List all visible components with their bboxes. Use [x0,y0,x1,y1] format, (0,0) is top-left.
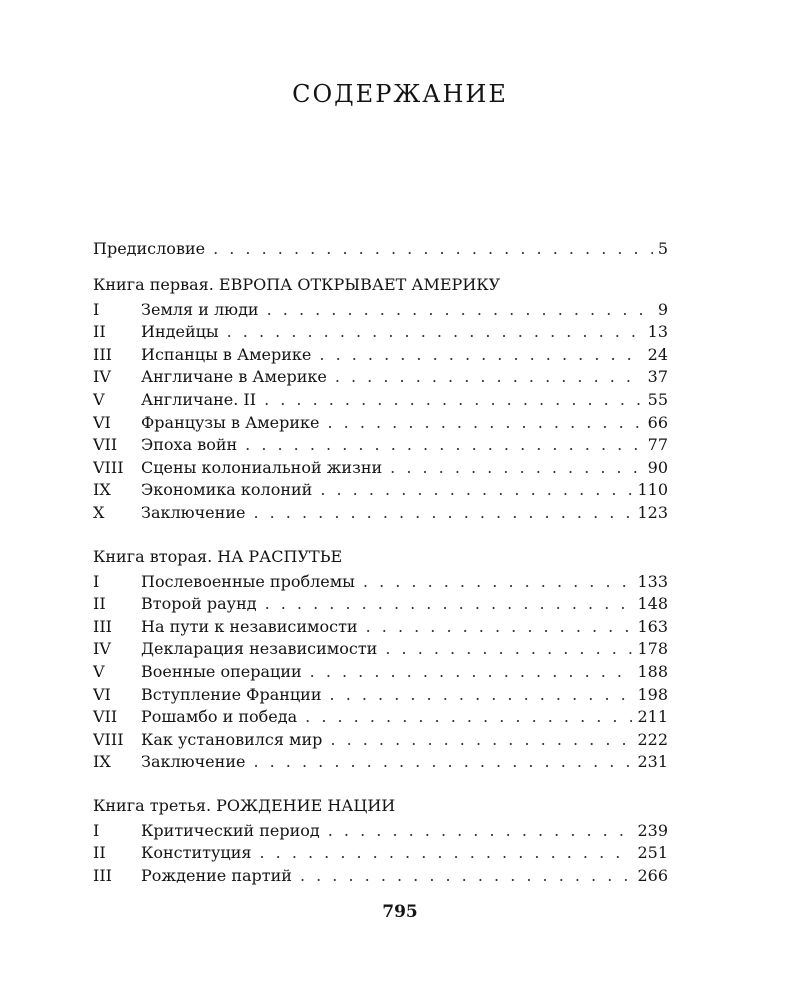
chapter-title: Декларация независимости [141,639,378,659]
dot-leader [366,616,633,639]
chapter-number: II [93,594,106,614]
page-number: 163 [637,616,668,636]
dot-leader [385,638,632,661]
page-number: 266 [637,866,668,886]
dot-leader [330,729,632,752]
toc-entry[interactable] [93,479,668,502]
chapter-title: Французы в Америке [141,412,320,432]
chapter-number: X [93,502,105,522]
toc-entry[interactable] [93,593,668,616]
dot-leader [245,434,642,457]
entry-title: Предисловие [93,239,206,258]
chapter-number: IV [93,367,111,387]
toc-entry[interactable] [93,457,668,480]
toc-entry[interactable] [93,842,668,865]
chapter-title: Военные операции [141,661,302,681]
toc-entry-preface[interactable] [93,238,668,261]
dot-leader [335,366,643,389]
page-number: 5 [657,239,668,258]
page-number: 198 [637,684,668,704]
chapter-number: II [93,843,106,863]
chapter-number: VIII [93,729,124,749]
toc-entry[interactable] [93,366,668,389]
chapter-number: V [93,389,105,409]
chapter-number: VIII [93,457,124,477]
chapter-title: Рошамбо и победа [141,707,298,727]
page-number: 24 [647,344,668,364]
dot-leader [319,344,642,367]
chapter-number: III [93,866,112,886]
chapter-number: IX [93,480,111,500]
chapter-number: V [93,661,105,681]
page-number: 110 [637,480,668,500]
dot-leader [300,865,633,888]
toc-entry[interactable] [93,616,668,639]
chapter-number: I [93,571,100,591]
dot-leader [363,571,633,594]
toc-entry[interactable] [93,389,668,412]
chapter-title: Как установился мир [141,729,323,749]
chapter-title: Заключение [141,752,246,772]
chapter-list [93,571,668,774]
toc-entry[interactable] [93,661,668,684]
chapter-number: IV [93,639,111,659]
dot-leader [213,238,653,261]
book-heading: Книга третья. РОЖДЕНИЕ НАЦИИ [93,795,396,815]
page-number: 90 [647,457,668,477]
page-number: 123 [637,502,668,522]
dot-leader [390,457,643,480]
chapter-title: На пути к независимости [141,616,358,636]
dot-leader [259,842,632,865]
table-of-contents [93,238,668,888]
toc-entry[interactable] [93,751,668,774]
chapter-title: Послевоенные проблемы [141,571,355,591]
page-number: 251 [637,843,668,863]
toc-entry[interactable] [93,865,668,888]
dot-leader [264,389,643,412]
chapter-number: VI [93,684,111,704]
chapter-title: Земля и люди [141,299,259,319]
book-heading: Книга первая. ЕВРОПА ОТКРЫВАЕТ АМЕРИКУ [93,274,501,294]
page-number: 178 [637,639,668,659]
toc-entry[interactable] [93,638,668,661]
toc-entry[interactable] [93,434,668,457]
page-number: 66 [647,412,668,432]
toc-entry[interactable] [93,412,668,435]
toc-entry[interactable] [93,684,668,707]
page-number: 55 [647,389,668,409]
toc-entry[interactable] [93,706,668,729]
dot-leader [327,412,642,435]
dot-leader [265,593,633,616]
book-heading: Книга вторая. НА РАСПУТЬЕ [93,546,343,566]
chapter-list [93,299,668,525]
page-number: 77 [647,435,668,455]
dot-leader [310,661,633,684]
page-number: 239 [637,820,668,840]
page-number: 133 [637,571,668,591]
toc-entry[interactable] [93,820,668,843]
dot-leader [267,299,653,322]
chapter-number: VII [93,707,118,727]
chapter-number: VII [93,435,118,455]
page-number: 37 [647,367,668,387]
chapter-number: I [93,299,100,319]
page-number: 148 [637,594,668,614]
chapter-title: Англичане в Америке [141,367,327,387]
chapter-list [93,820,668,888]
chapter-title: Вступление Франции [141,684,322,704]
toc-entry[interactable] [93,502,668,525]
dot-leader [227,321,643,344]
page-number: 9 [657,299,668,319]
chapter-number: II [93,322,106,342]
page-number: 211 [637,707,668,727]
chapter-title: Испанцы в Америке [141,344,312,364]
toc-entry[interactable] [93,729,668,752]
chapter-title: Сцены колониальной жизни [141,457,383,477]
dot-leader [253,751,632,774]
chapter-number: IX [93,752,111,772]
chapter-title: Индейцы [141,322,219,342]
page-title: СОДЕРЖАНИЕ [292,80,508,108]
page-number: 13 [647,322,668,342]
page-number: 231 [637,752,668,772]
chapter-number: VI [93,412,111,432]
chapter-title: Эпоха войн [141,435,238,455]
chapter-number: III [93,344,112,364]
chapter-number: I [93,820,100,840]
toc-entry[interactable] [93,299,668,322]
toc-entry[interactable] [93,321,668,344]
dot-leader [328,820,633,843]
toc-entry[interactable] [93,571,668,594]
chapter-title: Второй раунд [141,594,257,614]
chapter-title: Заключение [141,502,246,522]
chapter-title: Конституция [141,843,252,863]
chapter-number: III [93,616,112,636]
dot-leader [305,706,632,729]
chapter-title: Экономика колоний [141,480,313,500]
page-number: 222 [637,729,668,749]
chapter-title: Критический период [141,820,320,840]
chapter-title: Англичане. II [141,389,257,409]
page-number: 188 [637,661,668,681]
page-folio: 795 [382,902,418,922]
toc-entry[interactable] [93,344,668,367]
dot-leader [330,684,633,707]
dot-leader [320,479,632,502]
chapter-title: Рождение партий [141,866,292,886]
dot-leader [253,502,632,525]
